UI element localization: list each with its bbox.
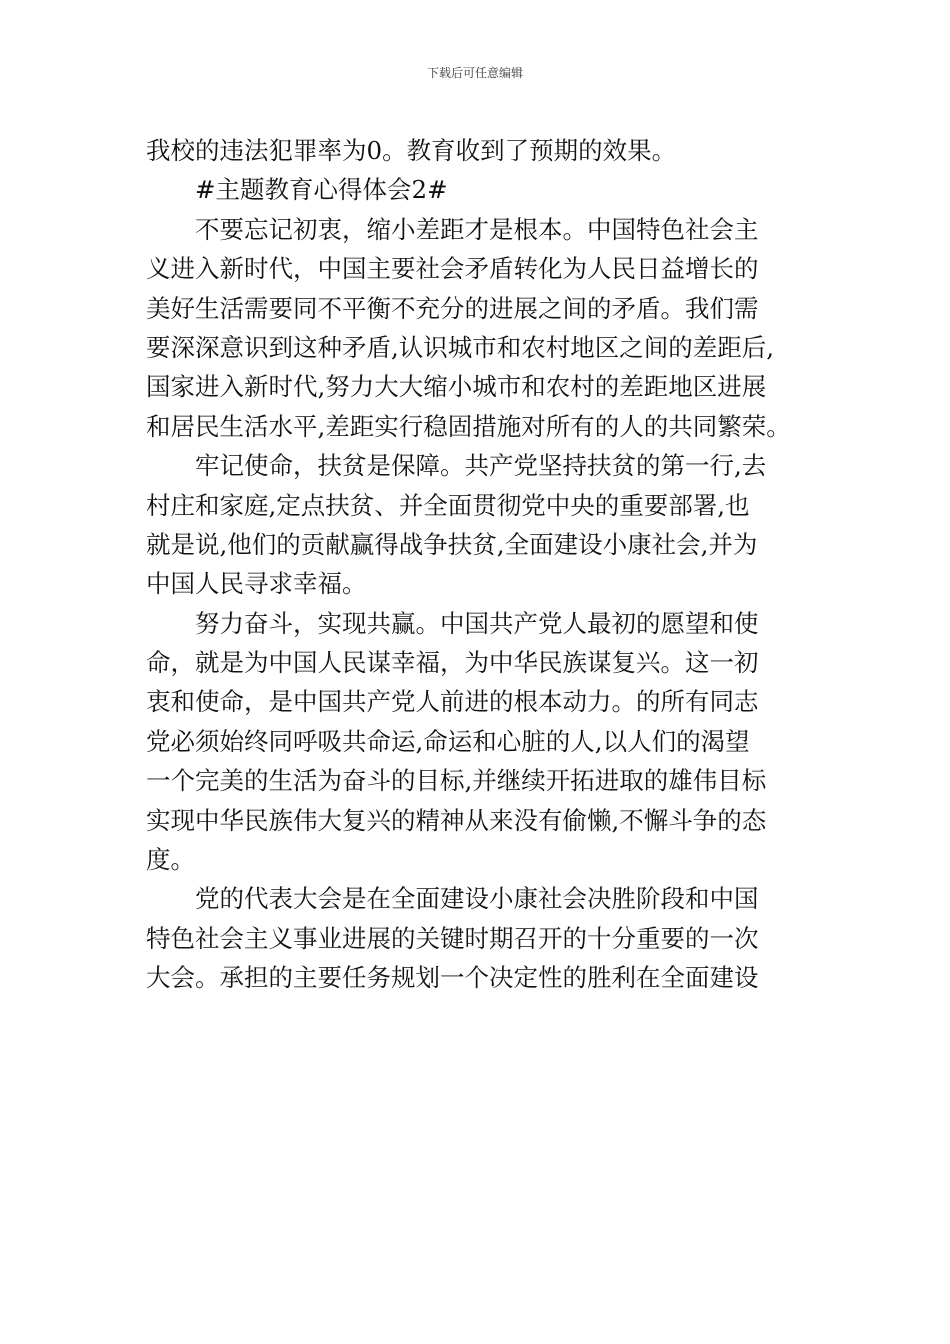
- text-line: 国家进入新时代,努力大大缩小城市和农村的差距地区进展: [146, 372, 767, 402]
- text-line: 义进入新时代，中国主要社会矛盾转化为人民日益增长的: [146, 254, 759, 284]
- text-line: 要深深意识到这种矛盾,认识城市和农村地区之间的差距后,: [146, 332, 775, 362]
- section-heading: #主题教育心得体会2#: [195, 175, 448, 205]
- text-line: 实现中华民族伟大复兴的精神从来没有偷懒,不懈斗争的态: [146, 805, 767, 835]
- text-line: 牢记使命，扶贫是保障。共产党坚持扶贫的第一行,去: [195, 451, 767, 481]
- text-line: 美好生活需要同不平衡不充分的进展之间的矛盾。我们需: [146, 293, 759, 323]
- text-line: 大会。承担的主要任务规划一个决定性的胜利在全面建设: [146, 963, 759, 993]
- text-line: 和居民生活水平,差距实行稳固措施对所有的人的共同繁荣。: [146, 411, 791, 441]
- text-line: 党的代表大会是在全面建设小康社会决胜阶段和中国: [195, 884, 759, 914]
- text-line: 一个完美的生活为奋斗的目标,并继续开拓进取的雄伟目标: [146, 766, 767, 796]
- text-line: 度。: [146, 845, 195, 875]
- text-line: 命，就是为中国人民谋幸福，为中华民族谋复兴。这一初: [146, 648, 759, 678]
- text-line: 不要忘记初衷，缩小差距才是根本。中国特色社会主: [195, 214, 759, 244]
- text-line: 党必须始终同呼吸共命运,命运和心脏的人,以人们的渴望: [146, 726, 750, 756]
- text-line: 村庄和家庭,定点扶贫、并全面贯彻党中央的重要部署,也: [146, 490, 750, 520]
- text-line: 中国人民寻求幸福。: [146, 569, 367, 599]
- text-line: 特色社会主义事业进展的关键时期召开的十分重要的一次: [146, 923, 759, 953]
- text-line: 努力奋斗，实现共赢。中国共产党人最初的愿望和使: [195, 608, 759, 638]
- text-line: 衷和使命，是中国共产党人前进的根本动力。的所有同志: [146, 687, 759, 717]
- page-header: 下载后可任意编辑: [426, 66, 523, 80]
- text-line: 我校的违法犯罪率为0。教育收到了预期的效果。: [146, 136, 677, 165]
- document-body: [146, 131, 816, 998]
- text-line: 就是说,他们的贡献赢得战争扶贫,全面建设小康社会,并为: [146, 529, 758, 559]
